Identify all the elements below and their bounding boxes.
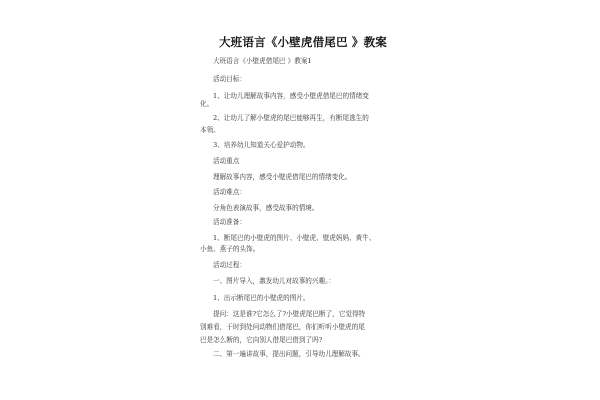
document-line: 分角色表演故事，感受故事的情境。	[213, 204, 319, 212]
document-line: 提问：这是谁?它怎么了?小壁虎尾巴断了，它觉得特	[213, 310, 366, 318]
document-line: 小鱼、燕子的头饰。	[200, 245, 260, 253]
document-line: 二、第一遍讲故事，提出问题，引导幼儿理解故事。	[213, 350, 365, 358]
document-line: 1、让幼儿理解故事内容，感受小壁虎借尾巴的情绪变	[213, 92, 369, 100]
document-title: 大班语言《小壁虎借尾巴 》教案	[218, 35, 387, 49]
document-line: 别难看，于时到处问动物们借尾巴，你们听听小壁虎的尾	[200, 323, 365, 331]
document-line: 大班语言《小壁虎借尾巴 》教案1	[213, 57, 312, 65]
document-line: 1、断尾巴的小壁虎的图片、小壁虎、壁虎妈妈、黄牛、	[213, 234, 376, 242]
document-line: 1、出示断尾巴的小壁虎的图片。	[213, 294, 310, 302]
document-line: 化。	[200, 100, 214, 108]
document-line: 3、培养幼儿知道关心爱护动物。	[213, 141, 310, 149]
document-line: 活动过程：	[213, 261, 246, 269]
document-line: 活动难点：	[213, 188, 246, 196]
document-line: 一、图片导入，激发幼儿对故事的兴趣。：	[213, 277, 335, 285]
document-line: 本领。	[200, 126, 220, 134]
document-line: 活动准备：	[213, 218, 246, 226]
document-line: 2、让幼儿了解小壁虎的尾巴能够再生，有断尾逃生的	[213, 114, 369, 122]
document-page	[198, 34, 408, 50]
document-line: 活动重点	[213, 157, 240, 165]
document-line: 巴是怎么断的，它向别人借尾巴借到了吗?	[200, 336, 323, 344]
document-line: 活动目标：	[213, 75, 246, 83]
document-line: 理解故事内容，感受小壁虎借尾巴的情绪变化。	[213, 173, 352, 181]
